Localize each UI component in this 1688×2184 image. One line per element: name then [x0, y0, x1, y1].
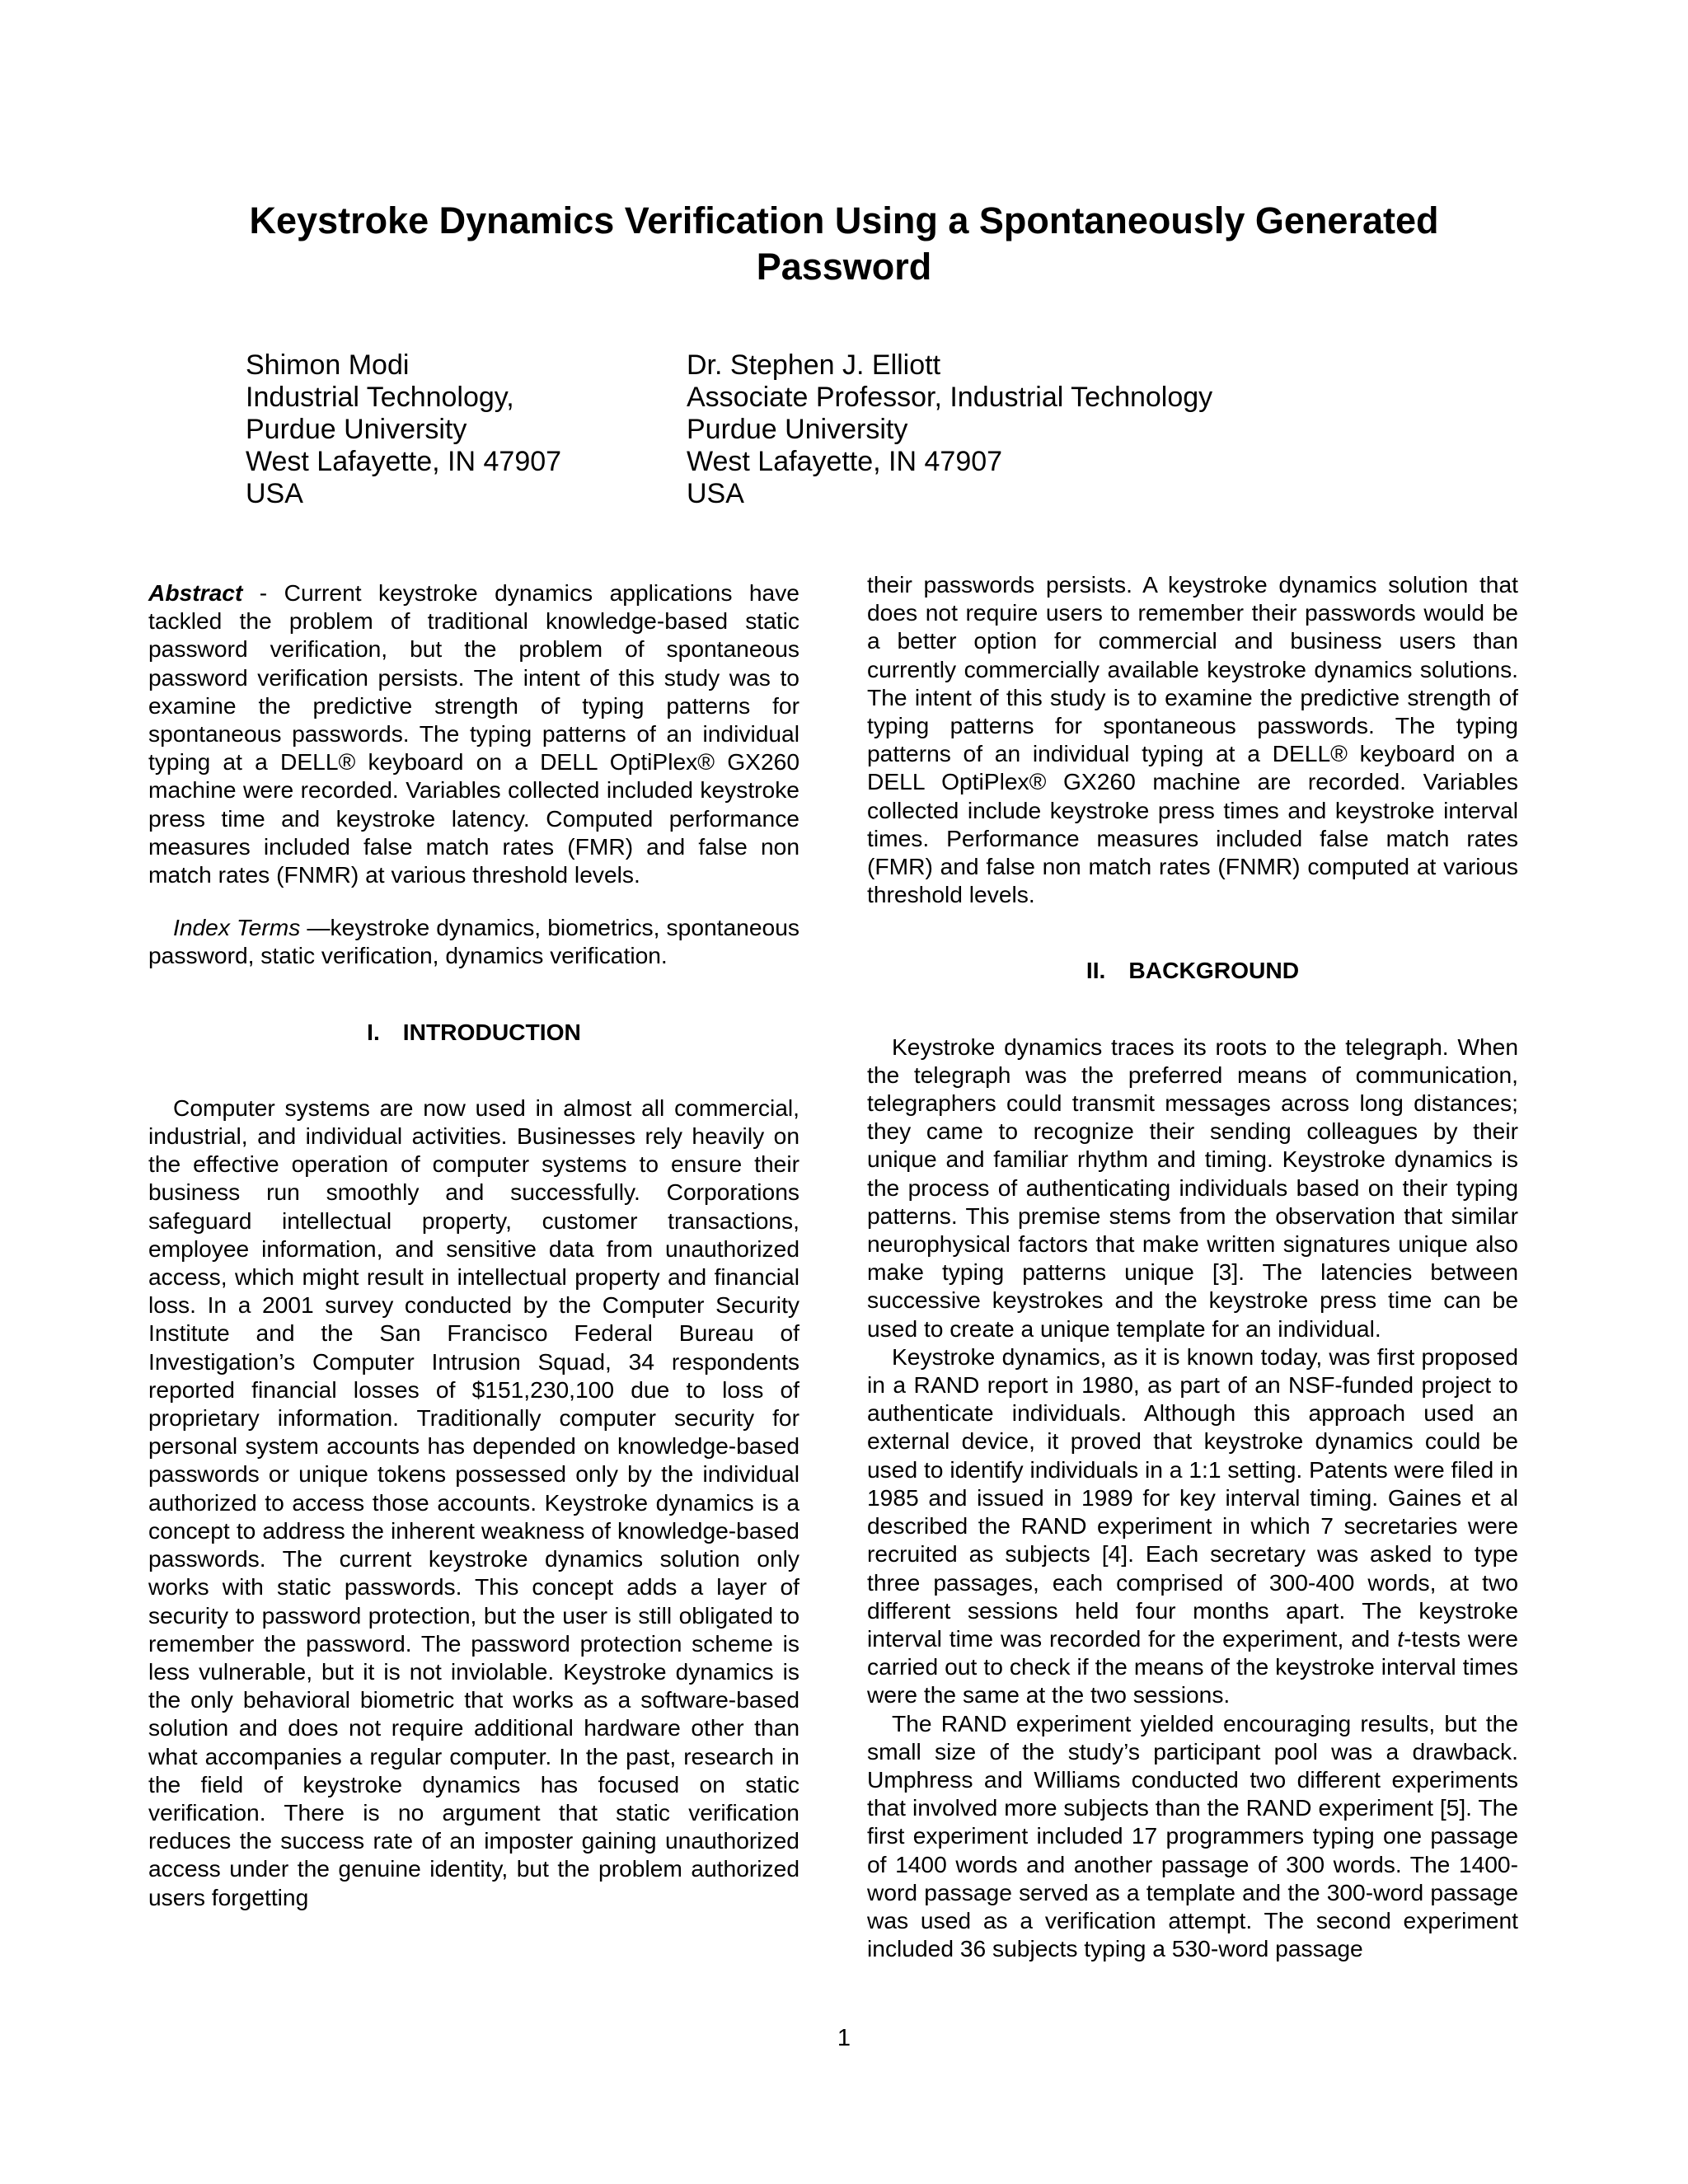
author-block-2: [687, 349, 1212, 510]
author-institution: Purdue University: [687, 414, 908, 445]
author-address: West Lafayette, IN 47907: [246, 446, 562, 477]
t-test-text: -tests were carried out to check if the means of the keystroke interval times were the same at the two sessions.: [867, 1624, 1518, 1708]
index-terms-text: —keystroke dynamics, biometrics, spontaneous password, static verification, dynamics verification.: [148, 914, 799, 969]
page-number: 1: [837, 2025, 851, 2051]
author-name: Shimon Modi: [246, 349, 410, 381]
author-country: USA: [246, 478, 303, 509]
abstract-text: Current keystroke dynamics applications have tackled the problem of traditional knowledge-based static password verification, but the problem of spontaneous password verification persists. The intent of this study was to examine the predictive strength of typing patterns for spontaneous passwords. The typing patterns of an individual typing at a DELL® keyboard on a DELL OptiPlex® GX260 machine were recorded. Variables collected included keystroke press time and keystroke latency. Computed performance measures included false match rates (FMR) and false non match rates (FNMR) at various threshold levels.: [148, 579, 799, 888]
background-paragraph-1: Keystroke dynamics traces its roots to the telegraph. When the telegraph was the preferred means of communication, telegraphers could transmit messages across long distances; they came to recognize their sending colleagues by their unique and familiar rhythm and timing. Keystroke dynamics is the process of authenticating individuals based on their typing patterns. This premise stems from the observation that similar neurophysical factors that make written signatures unique also make typing patterns unique [3]. The latencies between successive keystrokes and the keystroke press time can be used to create a unique template for an individual.: [867, 1033, 1518, 1342]
t-test-italic: t: [1397, 1624, 1404, 1652]
index-terms-paragraph: [148, 913, 799, 969]
section-title: BACKGROUND: [1128, 957, 1300, 984]
paper-title: Keystroke Dynamics Verification Using a Spontaneously Generated Password: [249, 199, 1439, 288]
author-name: Dr. Stephen J. Elliott: [687, 349, 941, 381]
abstract-paragraph: [148, 579, 799, 888]
introduction-continuation: their passwords persists. A keystroke dynamics solution that does not require users to remember their passwords would be a better option for commercial and business users than currently commercially available keystroke dynamics solutions. The intent of this study is to examine the predictive strength of typing patterns for spontaneous passwords. The typing patterns of an individual typing at a DELL® keyboard on a DELL OptiPlex® GX260 machine are recorded. Variables collected include keystroke press times and keystroke interval times. Performance measures included false match rates (FMR) and false non match rates (FNMR) computed at various threshold levels.: [867, 571, 1518, 908]
author-institution: Purdue University: [246, 414, 467, 445]
section-heading-background: [867, 956, 1518, 984]
introduction-paragraph: Computer systems are now used in almost all commercial, industrial, and individual activities. Businesses rely heavily on the effective operation of computer systems to ensure their business run smoothly and successfully. Corporations safeguard intellectual property, customer transactions, employee information, and sensitive data from unauthorized access, which might result in intellectual property and financial loss. In a 2001 survey conducted by the Computer Security Institute and the San Francisco Federal Bureau of Investigation’s Computer Intrusion Squad, 34 respondents reported financial losses of $151,230,100 due to loss of proprietary information. Traditionally computer security for personal system accounts has depended on knowledge-based passwords or unique tokens possessed only by the individual authorized to access those accounts. Keystroke dynamics is a concept to address the inherent weakness of knowledge-based passwords. The current keystroke dynamics solution only works with static passwords. This concept adds a layer of security to password protection, but the user is still obligated to remember the password. The password protection scheme is less vulnerable, but it is not inviolable. Keystroke dynamics is the only behavioral biometric that works as a software-based solution and does not require additional hardware other than what accompanies a regular computer. In the past, research in the field of keystroke dynamics has focused on static verification. There is no argument that static verification reduces the success rate of an imposter gaining unauthorized access under the genuine identity, but the problem authorized users forgetting: [148, 1094, 799, 1910]
section-number: I.: [367, 1018, 380, 1045]
section-title: INTRODUCTION: [402, 1018, 581, 1045]
background-paragraph-2: [867, 1343, 1518, 1709]
author-country: USA: [687, 478, 744, 509]
abstract-dash: -: [242, 579, 284, 606]
author-affiliation: Associate Professor, Industrial Technology: [687, 382, 1213, 413]
index-terms-label: Index Terms: [173, 914, 301, 941]
author-address: West Lafayette, IN 47907: [687, 446, 1003, 477]
background-paragraph-3: The RAND experiment yielded encouraging results, but the small size of the study’s participant pool was a drawback. Umphress and Williams conducted two different experiments that involved more subjects than the RAND experiment [5]. The first experiment included 17 programmers typing one passage of 1400 words and another passage of 300 words. The 1400-word passage served as a template and the 300-word passage was used as a verification attempt. The second experiment included 36 subjects typing a 530-word passage: [867, 1709, 1518, 1962]
right-column: [867, 570, 1518, 1962]
section-heading-introduction: [148, 1018, 799, 1046]
background-paragraph-2-text: Keystroke dynamics, as it is known today, was first proposed in a RAND report in 1980, as part of an NSF-funded project to authenticate individuals. Although this approach used an external device, it proved that keystroke dynamics could be used to identify individuals in a 1:1 setting. Patents were filed in 1985 and issued in 1989 for key interval timing. Gaines et al described the RAND experiment in which 7 secretaries were recruited as subjects [4]. Each secretary was asked to type three passages, each comprised of 300-400 words, at two different sessions held four months apart. The keystroke interval time was recorded for the experiment, and: [867, 1343, 1518, 1652]
abstract-label: Abstract: [148, 579, 243, 606]
section-number: II.: [1085, 957, 1106, 984]
left-column: [148, 579, 799, 1911]
author-affiliation: Industrial Technology,: [246, 382, 514, 413]
author-block-1: [246, 349, 561, 510]
